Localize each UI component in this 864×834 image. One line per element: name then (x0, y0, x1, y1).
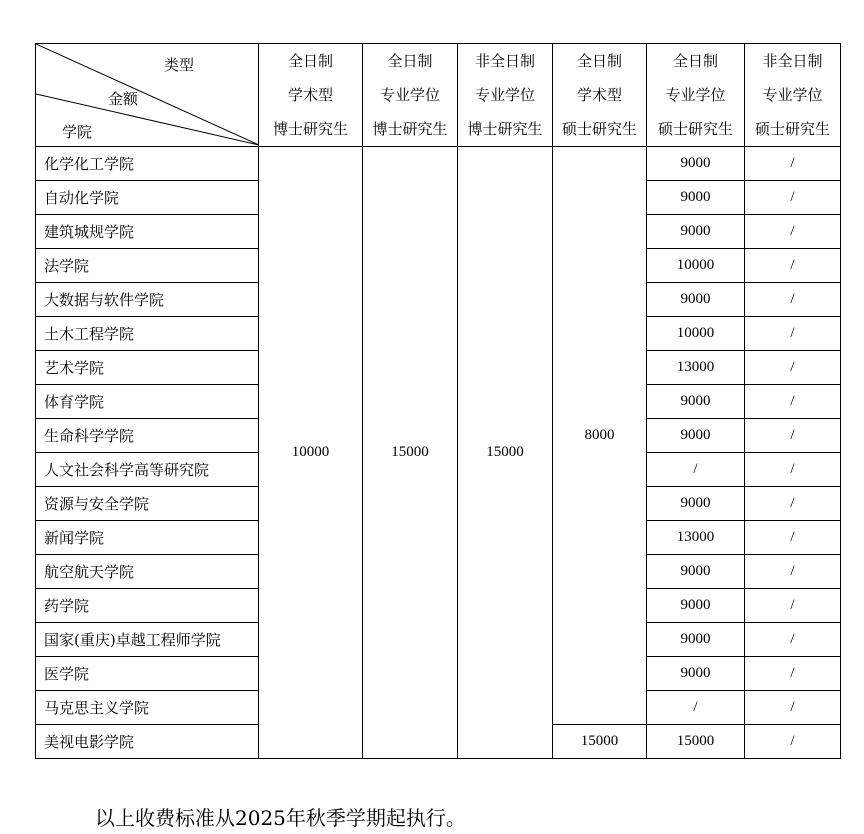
school-name-cell: 土木工程学院 (36, 317, 259, 351)
parttime-master-fee-cell: / (745, 215, 841, 249)
column-header-parttime-phd (458, 44, 553, 147)
column-header-line: 硕士研究生 (754, 120, 830, 138)
professional-master-fee-cell: 9000 (647, 181, 745, 215)
professional-master-fee-cell: / (647, 691, 745, 725)
column-header-line: 硕士研究生 (657, 120, 733, 138)
school-name-cell: 医学院 (36, 657, 259, 691)
effective-date-note: 以上收费标准从2025年秋季学期起执行。 (95, 806, 466, 830)
professional-phd-fee-cell: 15000 (363, 147, 458, 759)
school-name-cell: 化学化工学院 (36, 147, 259, 181)
column-header-line: 学术型 (287, 86, 333, 104)
column-header-academic-master (553, 44, 647, 147)
professional-master-fee-cell: 15000 (647, 725, 745, 759)
school-name-cell: 航空航天学院 (36, 555, 259, 589)
school-name-cell: 体育学院 (36, 385, 259, 419)
column-header-line: 硕士研究生 (561, 120, 637, 138)
school-name-cell: 大数据与软件学院 (36, 283, 259, 317)
parttime-master-fee-cell: / (745, 521, 841, 555)
professional-master-fee-cell: 9000 (647, 385, 745, 419)
school-name-cell: 新闻学院 (36, 521, 259, 555)
school-name-cell: 美视电影学院 (36, 725, 259, 759)
column-header-academic-phd (259, 44, 363, 147)
professional-master-fee-cell: 13000 (647, 351, 745, 385)
professional-master-fee-cell: 9000 (647, 283, 745, 317)
school-name-cell: 国家(重庆)卓越工程师学院 (36, 623, 259, 657)
column-header-line: 博士研究生 (372, 120, 448, 138)
parttime-master-fee-cell: / (745, 589, 841, 623)
parttime-master-fee-cell: / (745, 317, 841, 351)
parttime-master-fee-cell: / (745, 181, 841, 215)
professional-master-fee-cell: 9000 (647, 589, 745, 623)
column-header-professional-phd (363, 44, 458, 147)
parttime-master-fee-cell: / (745, 283, 841, 317)
school-name-cell: 人文社会科学高等研究院 (36, 453, 259, 487)
column-header-line: 全日制 (576, 52, 622, 70)
column-header-line: 专业学位 (379, 86, 440, 104)
parttime-master-fee-cell: / (745, 657, 841, 691)
diagonal-header-cell (36, 44, 259, 147)
school-name-cell: 马克思主义学院 (36, 691, 259, 725)
corner-amount-label: 金额 (108, 90, 139, 108)
school-name-cell: 生命科学学院 (36, 419, 259, 453)
academic-phd-fee-cell: 10000 (259, 147, 363, 759)
parttime-master-fee-cell: / (745, 147, 841, 181)
professional-master-fee-cell: 9000 (647, 419, 745, 453)
column-header-line: 全日制 (387, 52, 433, 70)
table-row (36, 147, 841, 181)
professional-master-fee-cell: 9000 (647, 487, 745, 521)
academic-master-fee-cell: 8000 (553, 147, 647, 725)
professional-master-fee-cell: 9000 (647, 215, 745, 249)
corner-school-label: 学院 (62, 123, 93, 141)
tuition-fee-table (35, 43, 841, 759)
parttime-master-fee-cell: / (745, 385, 841, 419)
parttime-phd-fee-cell: 15000 (458, 147, 553, 759)
column-header-line: 博士研究生 (467, 120, 543, 138)
school-name-cell: 药学院 (36, 589, 259, 623)
column-header-professional-master (647, 44, 745, 147)
column-header-line: 专业学位 (665, 86, 726, 104)
academic-master-film-fee-cell: 15000 (553, 725, 647, 759)
school-name-cell: 自动化学院 (36, 181, 259, 215)
professional-master-fee-cell: 10000 (647, 249, 745, 283)
parttime-master-fee-cell: / (745, 691, 841, 725)
column-header-line: 专业学位 (762, 86, 823, 104)
school-name-cell: 艺术学院 (36, 351, 259, 385)
parttime-master-fee-cell: / (745, 555, 841, 589)
parttime-master-fee-cell: / (745, 249, 841, 283)
school-name-cell: 法学院 (36, 249, 259, 283)
parttime-master-fee-cell: / (745, 725, 841, 759)
column-header-line: 学术型 (576, 86, 622, 104)
parttime-master-fee-cell: / (745, 453, 841, 487)
parttime-master-fee-cell: / (745, 419, 841, 453)
professional-master-fee-cell: 9000 (647, 147, 745, 181)
parttime-master-fee-cell: / (745, 623, 841, 657)
column-header-line: 非全日制 (762, 52, 823, 70)
professional-master-fee-cell: / (647, 453, 745, 487)
column-header-parttime-master (745, 44, 841, 147)
column-header-line: 博士研究生 (272, 120, 348, 138)
parttime-master-fee-cell: / (745, 487, 841, 521)
school-name-cell: 建筑城规学院 (36, 215, 259, 249)
professional-master-fee-cell: 9000 (647, 623, 745, 657)
corner-type-label: 类型 (164, 56, 195, 74)
professional-master-fee-cell: 9000 (647, 657, 745, 691)
professional-master-fee-cell: 9000 (647, 555, 745, 589)
parttime-master-fee-cell: / (745, 351, 841, 385)
column-header-line: 专业学位 (474, 86, 535, 104)
column-header-line: 非全日制 (474, 52, 535, 70)
column-header-line: 全日制 (672, 52, 718, 70)
header-row (36, 44, 841, 147)
school-name-cell: 资源与安全学院 (36, 487, 259, 521)
column-header-line: 全日制 (287, 52, 333, 70)
professional-master-fee-cell: 13000 (647, 521, 745, 555)
professional-master-fee-cell: 10000 (647, 317, 745, 351)
